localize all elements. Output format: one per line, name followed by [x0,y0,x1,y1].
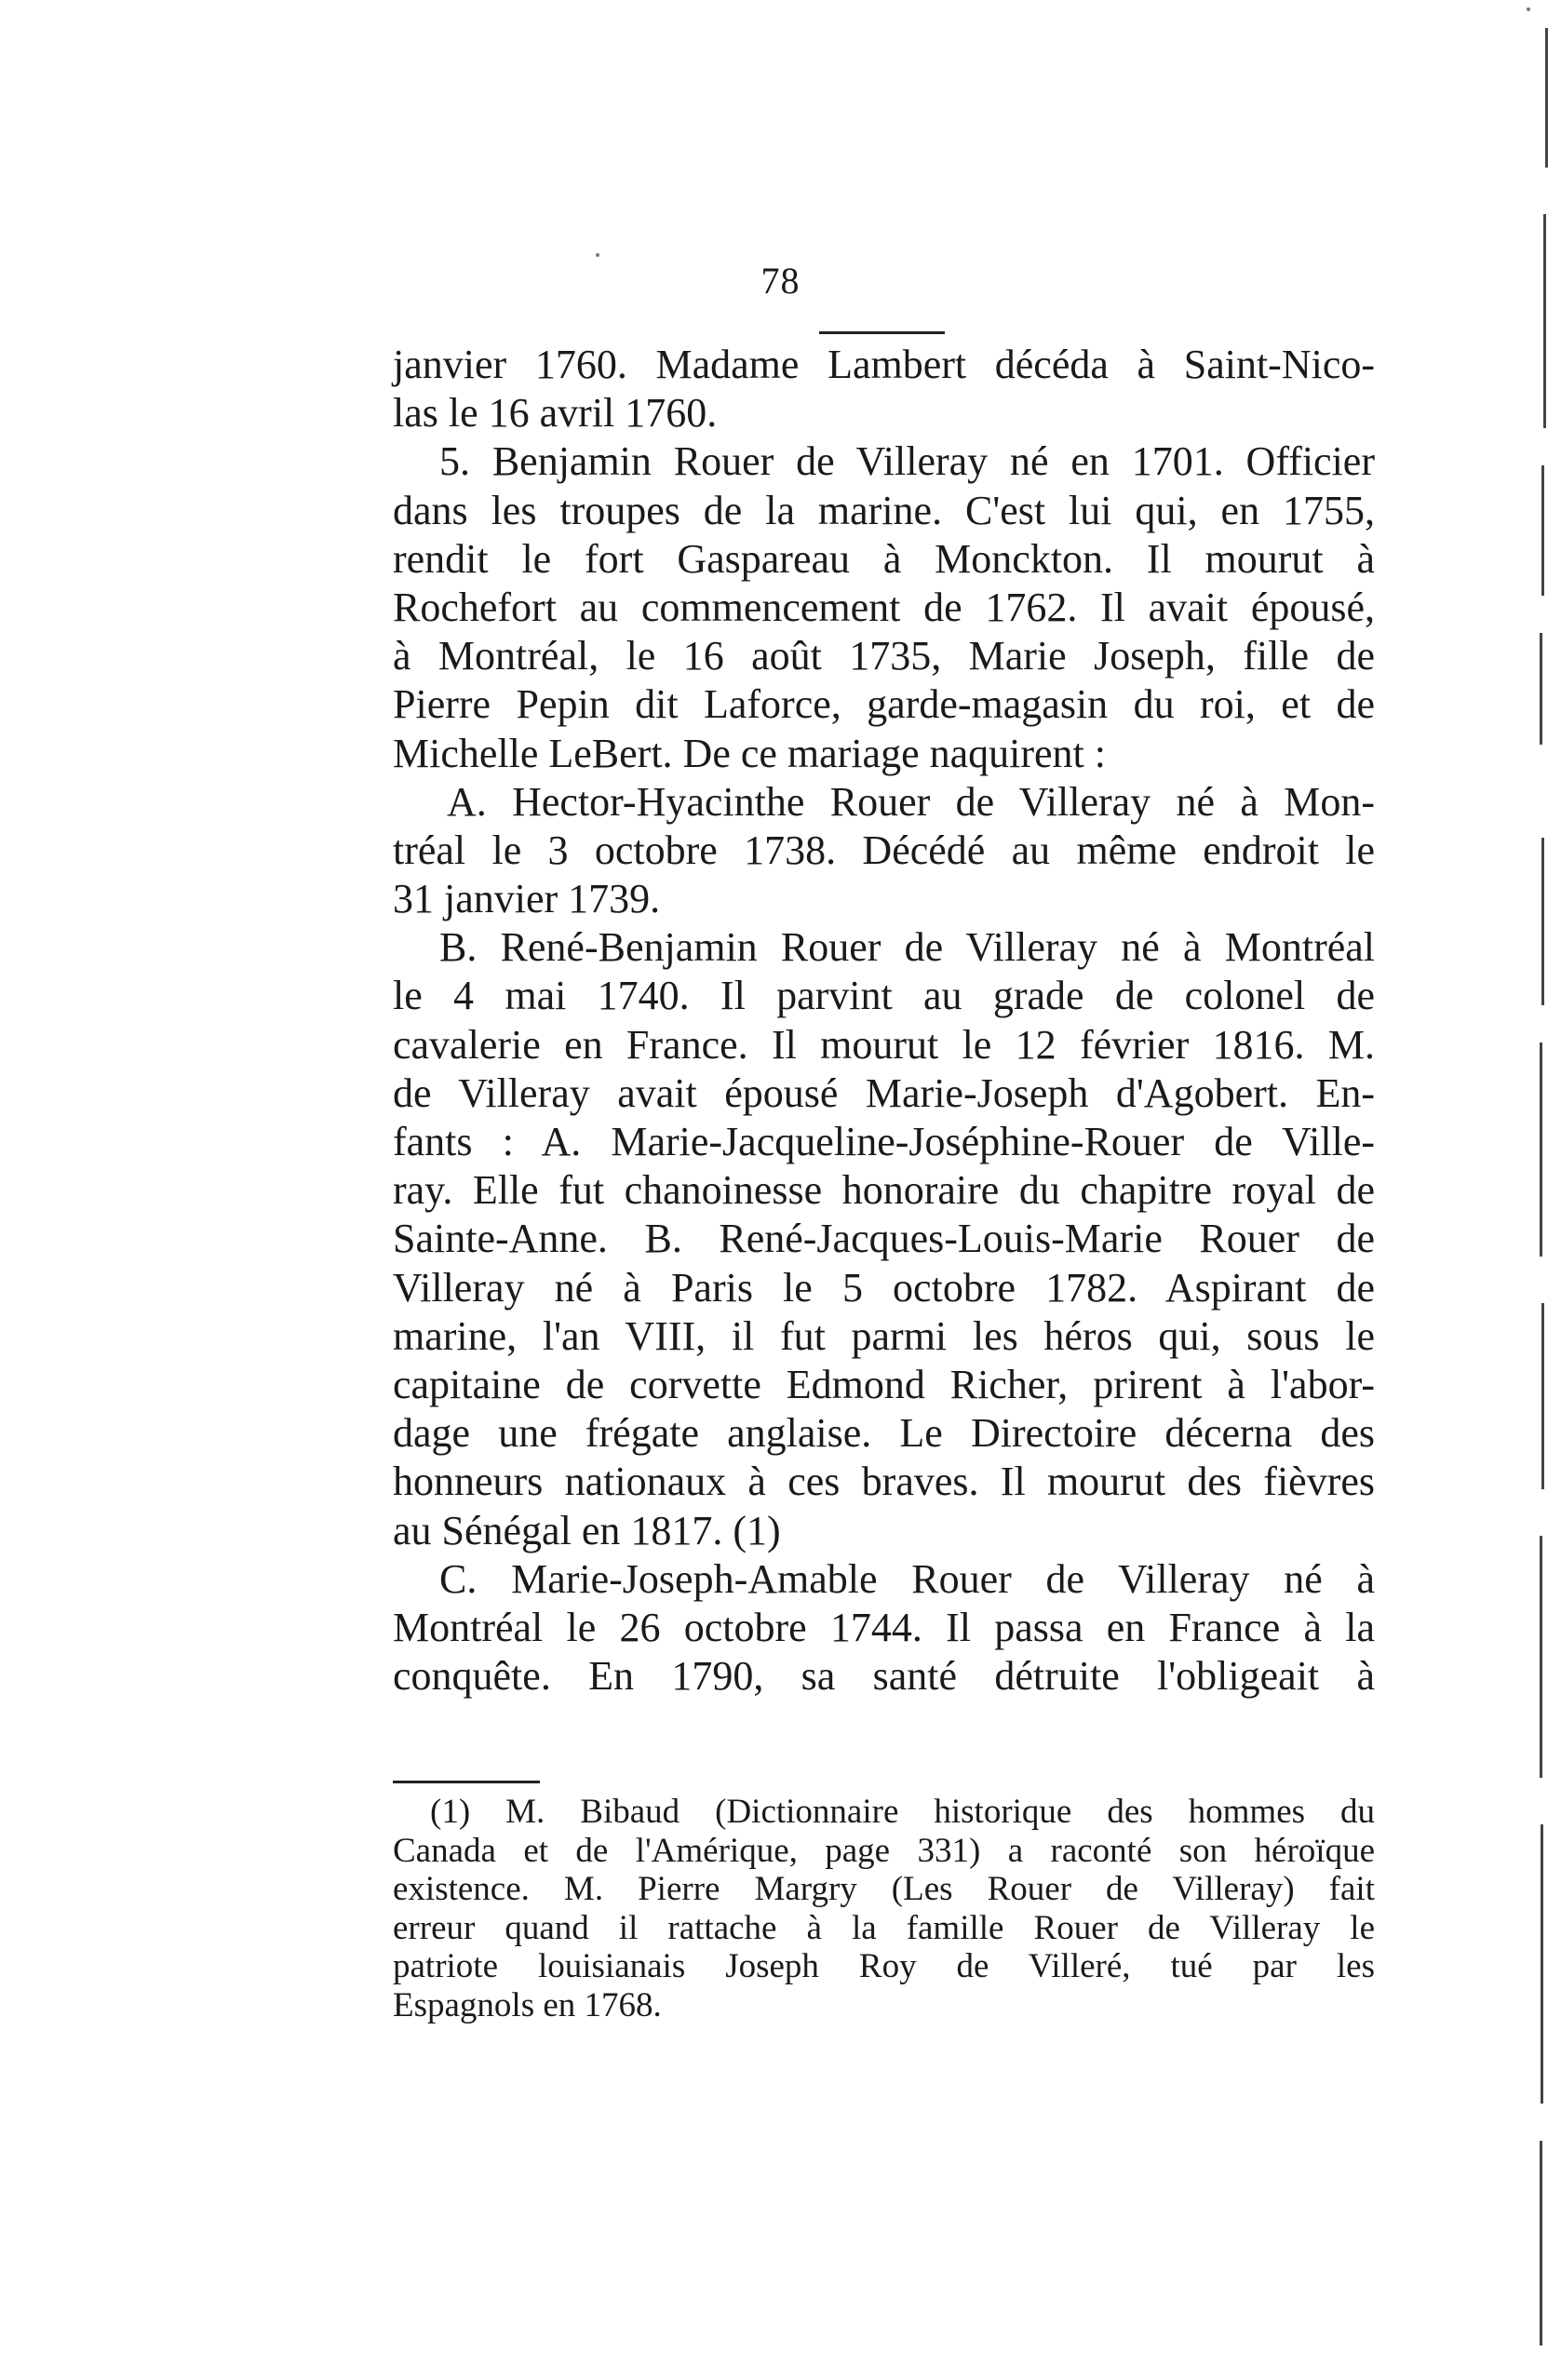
header-rule [819,331,945,334]
body-line: ray. Elle fut chanoinesse honoraire du chapitre royal de [393,1167,1375,1214]
scan-speck [596,253,599,257]
page-number: 78 [760,260,801,302]
body-line: las le 16 avril 1760. [393,390,718,437]
footnote-line: Espagnols en 1768. [393,1985,662,2024]
scan-edge-mark [1541,1303,1544,1489]
scan-edge-mark [1541,838,1544,1005]
body-line: conquête. En 1790, sa santé détruite l'obligeait à [393,1653,1375,1700]
body-text [393,341,1375,1701]
scan-edge-mark [1540,2141,1542,2346]
scan-edge-mark [1545,28,1548,168]
footnote-line: erreur quand il rattache à la famille Rouer de Villeray le [393,1908,1375,1947]
body-line: à Montréal, le 16 août 1735, Marie Joseph, fille de [393,633,1375,679]
footnote-line: Canada et de l'Amérique, page 331) a raconté son héroïque [393,1831,1375,1870]
body-line: de Villeray avait épousé Marie-Joseph d'Agobert. En- [393,1069,1375,1116]
body-line: Montréal le 26 octobre 1744. Il passa en France à la [393,1604,1375,1650]
body-line: rendit le fort Gaspareau à Monckton. Il mourut à [393,535,1375,582]
body-line: honneurs nationaux à ces braves. Il mourut des fièvres [393,1459,1375,1505]
body-line: cavalerie en France. Il mourut le 12 février 1816. M. [393,1021,1375,1068]
scan-edge-mark [1541,465,1544,596]
scan-edge-mark [1543,214,1546,428]
body-line: capitaine de corvette Edmond Richer, prirent à l'abor- [393,1361,1375,1407]
body-line: Sainte-Anne. B. René-Jacques-Louis-Marie Rouer de [393,1216,1375,1262]
body-line: janvier 1760. Madame Lambert décéda à Saint-Nico- [393,342,1375,387]
body-line: tréal le 3 octobre 1738. Décédé au même endroit le [393,827,1375,873]
scan-edge-mark [1540,1042,1542,1257]
footnote-line: (1) M. Bibaud (Dictionnaire historique des hommes du [430,1793,1375,1831]
body-line: C. Marie-Joseph-Amable Rouer de Villeray né à [439,1555,1375,1602]
body-line: marine, l'an VIII, il fut parmi les héros qui, sous le [393,1312,1375,1359]
body-line: au Sénégal en 1817. (1) [393,1507,781,1553]
body-line: fants : A. Marie-Jacqueline-Joséphine-Rouer de Ville- [393,1119,1375,1164]
body-line: Rochefort au commencement de 1762. Il avait épousé, [393,584,1375,630]
footnote-line: existence. M. Pierre Margry (Les Rouer de Villeray) fait [393,1870,1375,1908]
scan-edge-mark [1541,1824,1543,2104]
body-line: dans les troupes de la marine. C'est lui qui, en 1755, [393,487,1375,533]
footnote [393,1793,1375,2024]
scan-edge-mark [1540,1536,1542,1778]
body-line: dage une frégate anglaise. Le Directoire décerna des [393,1410,1375,1457]
scan-edge-mark [1540,633,1542,745]
body-line: le 4 mai 1740. Il parvint au grade de colonel de [393,973,1375,1019]
body-line: 31 janvier 1739. [393,876,661,922]
footnote-line: patriote louisianais Joseph Roy de Villeré, tué par les [393,1947,1375,1985]
body-line: Michelle LeBert. De ce mariage naquirent : [393,730,1106,776]
body-line: A. Hector-Hyacinthe Rouer de Villeray né à Mon- [447,778,1375,825]
footnote-rule [393,1781,540,1783]
body-line: B. René-Benjamin Rouer de Villeray né à Montréal [439,924,1375,971]
body-line: 5. Benjamin Rouer de Villeray né en 1701. Officier [439,438,1375,485]
body-line: Villeray né à Paris le 5 octobre 1782. Aspirant de [393,1264,1375,1311]
scan-speck [1527,7,1530,11]
body-line: Pierre Pepin dit Laforce, garde-magasin du roi, et de [393,681,1375,728]
